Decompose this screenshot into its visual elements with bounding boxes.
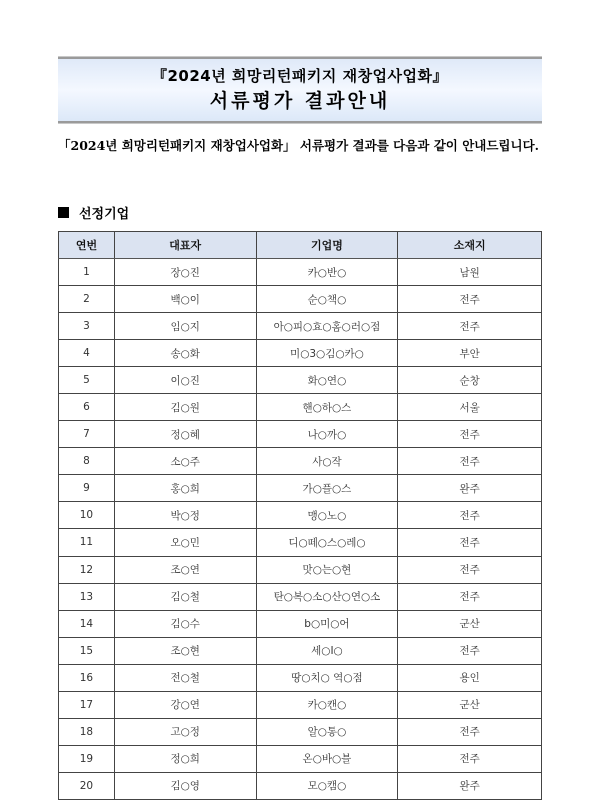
table-row [59, 610, 542, 637]
table-row [59, 502, 542, 529]
cell-representative: 송○화 [114, 340, 256, 367]
cell-representative: 홍○희 [114, 475, 256, 502]
cell-company: 가○플○스 [256, 475, 398, 502]
cell-no: 3 [59, 313, 115, 340]
cell-representative: 조○연 [114, 556, 256, 583]
table-row [59, 718, 542, 745]
table-row [59, 529, 542, 556]
cell-no: 13 [59, 583, 115, 610]
cell-representative: 백○이 [114, 286, 256, 313]
black-square-bullet-icon [58, 207, 69, 218]
cell-location: 남원 [398, 259, 542, 286]
cell-company: 알○통○ [256, 718, 398, 745]
cell-location: 전주 [398, 745, 542, 772]
selected-companies-table [58, 231, 542, 800]
cell-company: 맹○노○ [256, 502, 398, 529]
table-row [59, 583, 542, 610]
cell-company: 아○피○효○홈○러○점 [256, 313, 398, 340]
cell-location: 군산 [398, 610, 542, 637]
cell-company: 나○까○ [256, 421, 398, 448]
table-row [59, 313, 542, 340]
cell-no: 19 [59, 745, 115, 772]
cell-location: 전주 [398, 286, 542, 313]
cell-location: 순창 [398, 367, 542, 394]
cell-location: 서울 [398, 394, 542, 421]
table-row [59, 367, 542, 394]
cell-company: 온○바○블 [256, 745, 398, 772]
cell-representative: 정○희 [114, 745, 256, 772]
cell-no: 14 [59, 610, 115, 637]
cell-no: 4 [59, 340, 115, 367]
cell-representative: 조○현 [114, 637, 256, 664]
cell-representative: 임○지 [114, 313, 256, 340]
cell-location: 전주 [398, 313, 542, 340]
cell-no: 5 [59, 367, 115, 394]
table-row [59, 259, 542, 286]
column-header-company: 기업명 [256, 232, 398, 259]
cell-company: b○미○어 [256, 610, 398, 637]
cell-no: 17 [59, 691, 115, 718]
cell-no: 20 [59, 772, 115, 799]
title-program-name: 『2024년 희망리턴패키지 재창업사업화』 [151, 67, 449, 85]
cell-location: 전주 [398, 583, 542, 610]
table-header-row [59, 232, 542, 259]
table-row [59, 745, 542, 772]
column-header-location: 소재지 [398, 232, 542, 259]
cell-representative: 고○정 [114, 718, 256, 745]
table-row [59, 691, 542, 718]
cell-representative: 김○원 [114, 394, 256, 421]
cell-representative: 장○진 [114, 259, 256, 286]
section-title: 선정기업 [79, 207, 130, 222]
column-header-no: 연번 [59, 232, 115, 259]
cell-no: 16 [59, 664, 115, 691]
cell-representative: 김○수 [114, 610, 256, 637]
intro-paragraph: 「2024년 희망리턴패키지 재창업사업화」 서류평가 결과를 다음과 같이 안내드립니다. [58, 138, 540, 153]
table-row [59, 448, 542, 475]
cell-company: 탄○복○소○산○연○소 [256, 583, 398, 610]
cell-representative: 강○연 [114, 691, 256, 718]
cell-company: 디○떼○스○레○ [256, 529, 398, 556]
cell-company: 모○캠○ [256, 772, 398, 799]
cell-location: 전주 [398, 502, 542, 529]
cell-no: 9 [59, 475, 115, 502]
cell-location: 완주 [398, 772, 542, 799]
cell-representative: 박○정 [114, 502, 256, 529]
cell-no: 1 [59, 259, 115, 286]
title-notice: 서류평가 결과안내 [209, 90, 391, 112]
cell-location: 부안 [398, 340, 542, 367]
cell-location: 완주 [398, 475, 542, 502]
section-heading [58, 203, 129, 222]
cell-no: 18 [59, 718, 115, 745]
cell-no: 15 [59, 637, 115, 664]
cell-company: 땅○치○ 역○점 [256, 664, 398, 691]
cell-company: 화○연○ [256, 367, 398, 394]
cell-company: 미○3○김○카○ [256, 340, 398, 367]
table-row [59, 286, 542, 313]
cell-company: 맛○는○현 [256, 556, 398, 583]
cell-representative: 이○진 [114, 367, 256, 394]
cell-representative: 정○혜 [114, 421, 256, 448]
table-row [59, 637, 542, 664]
cell-company: 세○I○ [256, 637, 398, 664]
column-header-representative: 대표자 [114, 232, 256, 259]
table-row [59, 556, 542, 583]
cell-location: 전주 [398, 718, 542, 745]
cell-no: 7 [59, 421, 115, 448]
table-row [59, 394, 542, 421]
table-row [59, 475, 542, 502]
cell-location: 전주 [398, 421, 542, 448]
cell-no: 10 [59, 502, 115, 529]
cell-company: 핸○하○스 [256, 394, 398, 421]
cell-no: 11 [59, 529, 115, 556]
cell-representative: 소○주 [114, 448, 256, 475]
cell-location: 전주 [398, 448, 542, 475]
cell-representative: 오○민 [114, 529, 256, 556]
cell-company: 카○반○ [256, 259, 398, 286]
cell-representative: 전○철 [114, 664, 256, 691]
cell-location: 용인 [398, 664, 542, 691]
cell-no: 2 [59, 286, 115, 313]
cell-no: 8 [59, 448, 115, 475]
table-row [59, 772, 542, 799]
cell-company: 사○작 [256, 448, 398, 475]
table-row [59, 340, 542, 367]
cell-company: 순○책○ [256, 286, 398, 313]
cell-location: 전주 [398, 529, 542, 556]
cell-location: 전주 [398, 556, 542, 583]
cell-no: 6 [59, 394, 115, 421]
cell-company: 카○캔○ [256, 691, 398, 718]
table-row [59, 664, 542, 691]
cell-location: 전주 [398, 637, 542, 664]
table-row [59, 421, 542, 448]
cell-no: 12 [59, 556, 115, 583]
cell-representative: 김○영 [114, 772, 256, 799]
cell-representative: 김○철 [114, 583, 256, 610]
document-title-banner [58, 57, 542, 123]
cell-location: 군산 [398, 691, 542, 718]
